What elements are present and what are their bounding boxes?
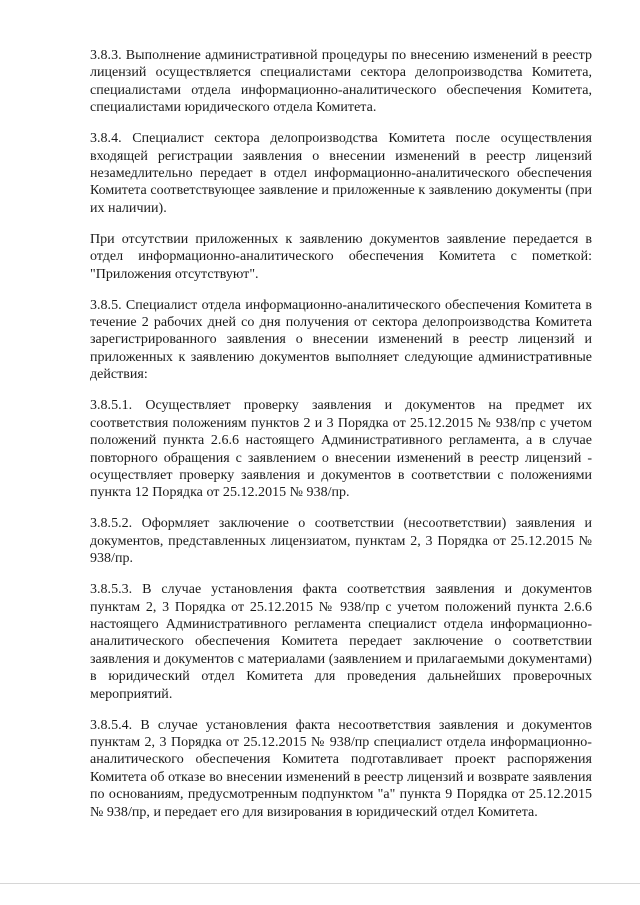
paragraph-3-8-5-1: 3.8.5.1. Осуществляет проверку заявления и документов на предмет их соответствия положениям пунктов 2 и 3 Порядка от 25.12.2015 № 938/пр с учетом положений пункта 2.6.6 настоящего Административного регламента, а в случае повторного обращения с заявлением о внесении изменений в реестр лицензий - осуществляет проверку заявления и документов в соответствии с положениями пункта 12 Порядка от 25.12.2015 № 938/пр. [90, 398, 592, 501]
paragraph-3-8-4: 3.8.4. Специалист сектора делопроизводства Комитета после осуществления входящей регистрации заявления о внесении изменений в реестр лицензий незамедлительно передает в отдел информационно-аналитического обеспечения Комитета соответствующее заявление и приложенные к заявлению документы (при их наличии). [90, 131, 592, 216]
paragraph-3-8-5-3: 3.8.5.3. В случае установления факта соответствия заявления и документов пунктам 2, 3 Порядка от 25.12.2015 № 938/пр с учетом положений пункта 2.6.6 настоящего Административного регламента специалист отдела информационно-аналитического обеспечения Комитета передает заключение о соответствии заявления и документов с материалами (заявлением и прилагаемыми документами) в юридический отдел Комитета для проведения дальнейших проверочных мероприятий. [90, 582, 592, 702]
paragraph-no-attachments: При отсутствии приложенных к заявлению документов заявление передается в отдел информационно-аналитического обеспечения Комитета с пометкой: "Приложения отсутствуют". [90, 231, 592, 282]
scan-bottom-rule [0, 883, 640, 884]
paragraph-3-8-3: 3.8.3. Выполнение административной процедуры по внесению изменений в реестр лицензий осуществляется специалистами сектора делопроизводства Комитета, специалистами отдела информационно-аналитического обеспечения Комитета, специалистами юридического отдела Комитета. [90, 48, 592, 116]
paragraph-3-8-5-4: 3.8.5.4. В случае установления факта несоответствия заявления и документов пунктам 2, 3 Порядка от 25.12.2015 № 938/пр специалист отдела информационно-аналитического обеспечения Комитета подготавливает проект распоряжения Комитета об отказе во внесении изменений в реестр лицензий и возврате заявления по основаниям, предусмотренным подпунктом "а" пункта 9 Порядка от 25.12.2015 № 938/пр, и передает его для визирования в юридический отдел Комитета. [90, 717, 592, 820]
document-body [90, 47, 592, 835]
paragraph-3-8-5: 3.8.5. Специалист отдела информационно-аналитического обеспечения Комитета в течение 2 рабочих дней со дня получения от сектора делопроизводства Комитета зарегистрированного заявления о внесении изменений в реестр лицензий и приложенных к заявлению документов выполняет следующие административные действия: [90, 297, 592, 383]
paragraph-3-8-5-2: 3.8.5.2. Оформляет заключение о соответствии (несоответствии) заявления и документов, представленных лицензиатом, пунктам 2, 3 Порядка от 25.12.2015 № 938/пр. [90, 516, 592, 567]
